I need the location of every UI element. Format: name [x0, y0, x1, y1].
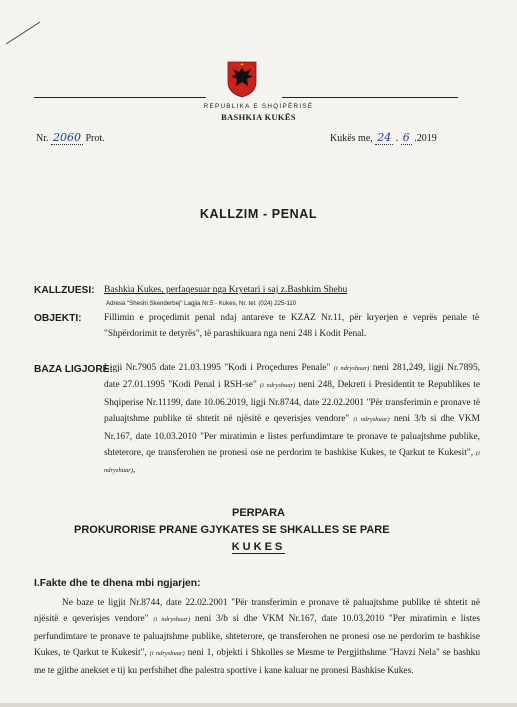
fakte-segment: neni 1, objekti i Shkolles se Mesme te Pergjithshme "Havzi Nela" se bashku me te gjithe anekset e tij ku perfshihet dhe palestra sportive i kane kaluar ne pronesi Bashkise Kukes. [34, 648, 481, 676]
section-title: I.Fakte dhe te dhena mbi ngjarjen: [34, 578, 201, 589]
header-rule-left [34, 97, 206, 98]
date-year: .2019 [414, 133, 437, 144]
kukes-heading-text: KUKES [231, 541, 286, 553]
objekti-text: Fillimin e proçedimit penal ndaj antareve te KZAZ Nr.11, për kryerjen e veprës penale të "Shpërdorimit te detyrës", të parashikuara nga neni 248 i Kodit Penal. [104, 313, 479, 340]
objekti-label: OBJEKTI: [34, 313, 82, 324]
perpara-heading: PERPARA [232, 507, 285, 519]
baza-ligjore-segment: (i ndryshuar) [104, 450, 480, 475]
date-month: 6 [402, 131, 410, 144]
municipality-heading: BASHKIA KUKËS [221, 113, 296, 122]
baza-ligjore-segment: (i ndryshuar) [353, 416, 390, 424]
baza-ligjore-segment: neni 281,249, ligji Nr.7895, date 27.01.1995 "Kodi Penal i RSH-se" [104, 363, 480, 391]
kallzuesi-text: Bashkia Kukes, perfaqesuar nga Kryetari i saj z.Bashkim Shehu [104, 285, 348, 295]
albanian-eagle-emblem-icon [226, 60, 258, 98]
protocol-number-label: Nr. [36, 133, 49, 144]
baza-ligjore-text [104, 360, 480, 480]
baza-ligjore-segment: (i ndryshuar) [333, 365, 370, 372]
document-date: Kukës me, 24 . 6 .2019 [330, 131, 437, 144]
fakte-segment: (i ndryshuar) [153, 616, 191, 624]
baza-ligjore-segment: neni 3/b si dhe VKM Nr.167, date 10.03.2010 "Per miratimin e listes perfundimtare te pronave te paluajtshme publike, shteterore, qe transferohen ne pronesi ose ne perdorim te bashkise Kukes, te Qarkut te Kukesit", [104, 414, 481, 459]
kallzuesi-label: KALLZUESI: [34, 285, 95, 296]
protocol-number [36, 131, 105, 144]
page-edge [0, 703, 517, 707]
document-title: KALLZIM - PENAL [199, 207, 318, 221]
baza-ligjore-segment: , [132, 465, 136, 476]
fakte-segment: (i ndryshuar) [149, 650, 185, 658]
fakte-text [34, 595, 480, 679]
baza-ligjore-label: BAZA LIGJORE: [34, 364, 113, 375]
baza-ligjore-segment: (i ndryshuar) [260, 382, 296, 390]
kallzuesi-address: Adresa "Sheshi Skenderbej" Lagjia Nr.5 - Kukes, Nr. tel. (024) 225-110 [106, 300, 297, 307]
fakte-segment: neni 3/b si dhe VKM Nr.167, date 10.03.2010 "Per miratimin e listes perfundimtare te pronave te paluajtshme publike, shteterore, qe transferohen ne pronesi ose ne perdorim te bashkise Kukes, te Qarkut te Kukesit", [34, 614, 481, 659]
protocol-label: Prot. [85, 133, 105, 144]
fakte-segment: Ne baze te ligjit Nr.8744, date 22.02.2001 "Për transferimin e pronave të paluajtshme publike të shtetit në njësitë e qeverisjes vendore" [34, 598, 480, 625]
kukes-heading [0, 541, 517, 553]
protocol-number-value: 2060 [53, 131, 81, 144]
pen-mark-icon [4, 18, 44, 48]
date-day: 24 [377, 131, 392, 144]
republic-heading: REPUBLIKA E SHQIPËRISË [203, 103, 314, 110]
date-prefix: Kukës me, [330, 133, 373, 144]
header-rule-right [282, 97, 458, 98]
baza-ligjore-segment: neni 248, Dekreti i Presidentit te Republikes te Shqiperise Nr.11199, date 10.06.2019, ligji Nr.8744, date 22.02.2001 "Për transferimin e pronave të paluajtshme publike të shtetit në njësitë e qeverisjes vendore" [104, 380, 481, 425]
prokurori-heading: PROKURORISE PRANE GJYKATES SE SHKALLES SE PARE [74, 524, 390, 536]
baza-ligjore-segment: Ligji Nr.7905 date 21.03.1995 "Kodi i Proçedures Penale" [104, 363, 334, 373]
